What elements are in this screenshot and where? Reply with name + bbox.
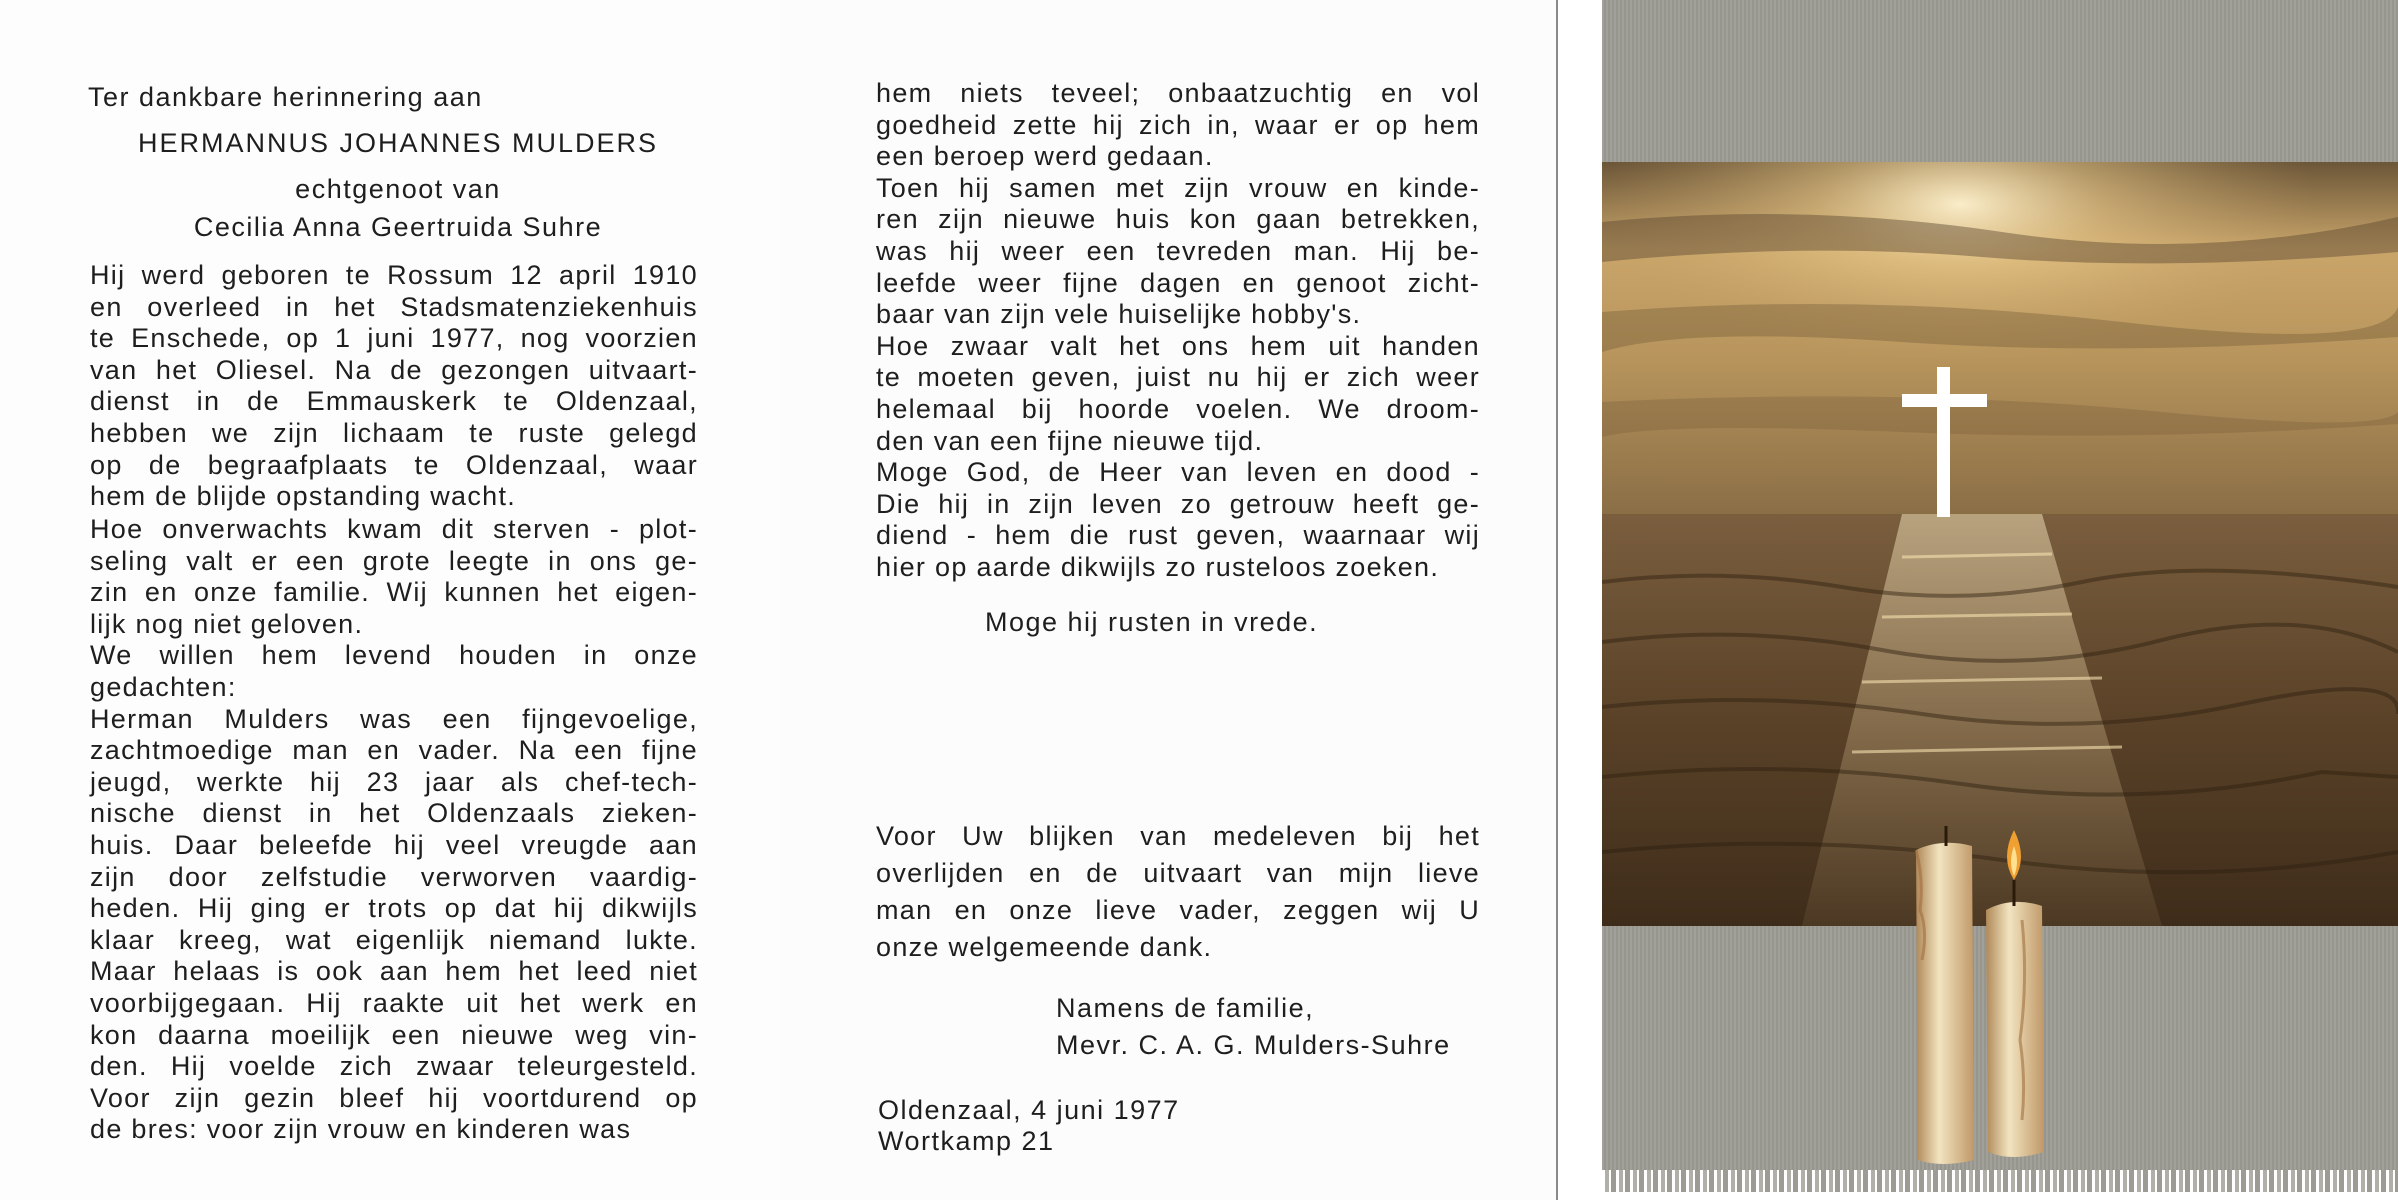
torn-edge bbox=[1602, 1170, 2398, 1192]
relation-text: echtgenoot van bbox=[295, 174, 501, 204]
biography-paragraph bbox=[90, 260, 698, 513]
text-line: nische dienst in het Oldenzaals zieken- bbox=[90, 798, 698, 829]
text-line: hier op aarde dikwijls zo rusteloos zoeken. bbox=[876, 551, 1440, 582]
text-line: den van een fijne nieuwe tijd. bbox=[876, 425, 1264, 456]
text-line: te Enschede, op 1 juni 1977, nog voorzien bbox=[90, 323, 698, 354]
text-line: Voor Uw blijken van medeleven bij het bbox=[876, 821, 1480, 851]
text-line: hem niets teveel; onbaatzuchtig en vol bbox=[876, 78, 1480, 108]
text-line: de bres: voor zijn vrouw en kinderen was bbox=[90, 1114, 632, 1145]
text-line: leefde weer fijne dagen en genoot zicht- bbox=[876, 267, 1480, 298]
text-line: te moeten geven, juist nu hij er zich weer bbox=[876, 362, 1480, 393]
middle-page bbox=[780, 0, 1560, 1200]
text-line: zin en onze familie. Wij kunnen het eigen- bbox=[90, 577, 698, 608]
text-line: ren zijn nieuwe huis kon gaan betrekken, bbox=[876, 204, 1480, 235]
text-line: onze welgemeende dank. bbox=[876, 932, 1213, 962]
text-line: overlijden en de uitvaart van mijn lieve bbox=[876, 858, 1480, 888]
signature-name: Mevr. C. A. G. Mulders-Suhre bbox=[1056, 1030, 1451, 1060]
closing-prayer: Moge hij rusten in vrede. bbox=[985, 607, 1319, 637]
text-line: een beroep werd gedaan. bbox=[876, 141, 1214, 172]
text-line: zijn door zelfstudie verworven vaardig- bbox=[90, 861, 698, 892]
text-line: Moge God, de Heer van leven en dood - bbox=[876, 457, 1480, 488]
text-line: voorbijgegaan. Hij raakte uit het werk en bbox=[90, 987, 698, 1018]
sunset-sea-photo bbox=[1602, 162, 2398, 926]
text-line: dienst in de Emmauskerk te Oldenzaal, bbox=[90, 386, 698, 417]
text-line: Herman Mulders was een fijngevoelige, bbox=[90, 703, 698, 734]
intro-text: Ter dankbare herinnering aan bbox=[88, 82, 483, 112]
text-line: kon daarna moeilijk een nieuwe weg vin- bbox=[90, 1019, 698, 1050]
text-line: heden. Hij ging er trots op dat hij dikwijls bbox=[90, 893, 698, 924]
text-line: huis. Daar beleefde hij veel vreugde aan bbox=[90, 829, 698, 860]
text-line: was hij weer een tevreden man. Hij be- bbox=[876, 235, 1480, 266]
text-line: goedheid zette hij zich in, waar er op hem bbox=[876, 109, 1480, 140]
text-line: en overleed in het Stadsmatenziekenhuis bbox=[90, 291, 698, 322]
text-line: gedachten: bbox=[90, 671, 237, 702]
text-line: Hoe onverwachts kwam dit sterven - plot- bbox=[90, 514, 698, 544]
text-line: Hoe zwaar valt het ons hem uit handen bbox=[876, 330, 1480, 361]
left-page bbox=[0, 0, 780, 1200]
text-line: seling valt er een grote leegte in ons ge- bbox=[90, 545, 698, 576]
memory-paragraph bbox=[90, 514, 698, 1146]
text-line: hem de blijde opstanding wacht. bbox=[90, 481, 517, 512]
text-line: baar van zijn vele huiselijke hobby's. bbox=[876, 299, 1362, 330]
text-line: zachtmoedige man en vader. Na een fijne bbox=[90, 735, 698, 766]
text-line: van het Oliesel. Na de gezongen uitvaart- bbox=[90, 354, 698, 385]
text-line: diend - hem die rust geven, waarnaar wij bbox=[876, 520, 1480, 551]
signature-on-behalf: Namens de familie, bbox=[1056, 993, 1315, 1023]
text-line: lijk nog niet geloven. bbox=[90, 608, 364, 639]
deceased-name: HERMANNUS JOHANNES MULDERS bbox=[137, 128, 659, 158]
continued-paragraph bbox=[876, 78, 1480, 584]
text-line: man en onze lieve vader, zeggen wij U bbox=[876, 895, 1480, 925]
thanks-paragraph bbox=[876, 818, 1480, 966]
address: Wortkamp 21 bbox=[878, 1126, 1055, 1156]
spouse-name: Cecilia Anna Geertruida Suhre bbox=[193, 212, 603, 242]
text-line: We willen hem levend houden in onze bbox=[90, 640, 698, 671]
text-line: Die hij in zijn leven zo getrouw heeft ge- bbox=[876, 488, 1480, 519]
text-line: Toen hij samen met zijn vrouw en kinde- bbox=[876, 172, 1480, 203]
text-line: jeugd, werkte hij 23 jaar als chef-tech- bbox=[90, 766, 698, 797]
text-line: Hij werd geboren te Rossum 12 april 1910 bbox=[90, 260, 698, 290]
text-line: den. Hij voelde zich zwaar teleurgesteld. bbox=[90, 1051, 698, 1082]
text-line: Voor zijn gezin bleef hij voortdurend op bbox=[90, 1082, 698, 1113]
text-line: hebben we zijn lichaam te ruste gelegd bbox=[90, 417, 698, 448]
text-line: klaar kreeg, wat eigenlijk niemand lukte. bbox=[90, 924, 698, 955]
place-date: Oldenzaal, 4 juni 1977 bbox=[878, 1095, 1180, 1125]
text-line: op de begraafplaats te Oldenzaal, waar bbox=[90, 449, 698, 480]
candles-icon bbox=[1902, 820, 2092, 1170]
text-line: Maar helaas is ook aan hem het leed niet bbox=[90, 956, 698, 987]
text-line: helemaal bij hoorde voelen. We droom- bbox=[876, 393, 1480, 424]
